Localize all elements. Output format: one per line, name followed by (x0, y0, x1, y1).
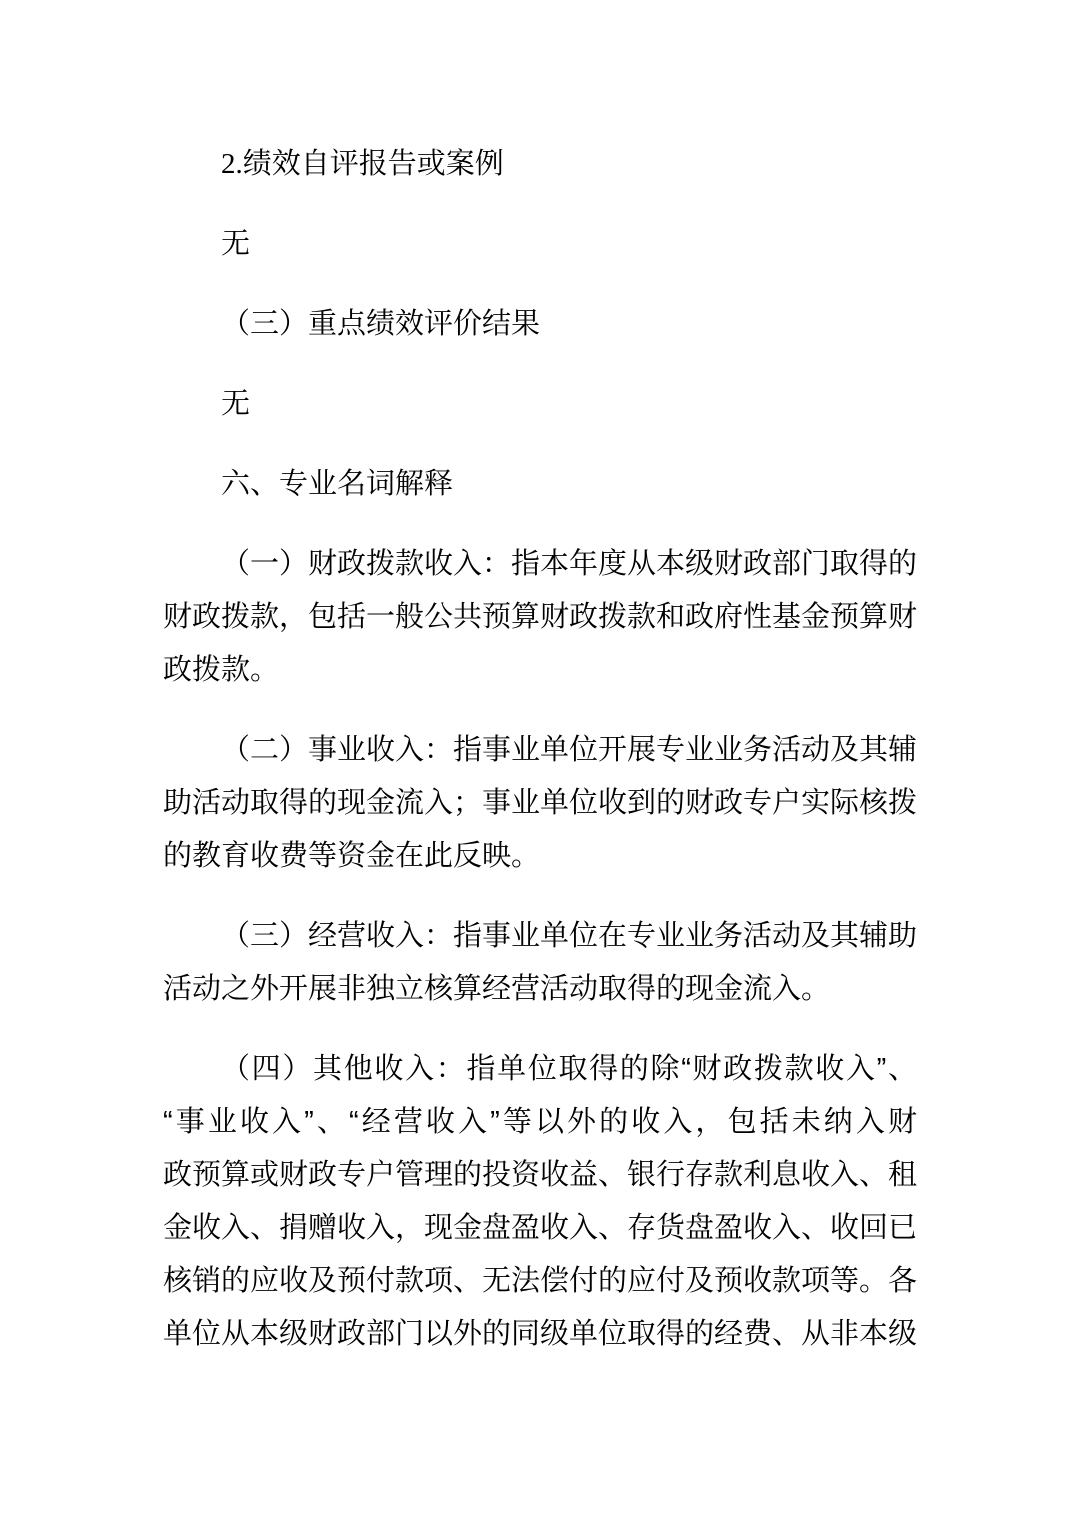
paragraph-operating-income (163, 910, 917, 1016)
section-heading-glossary (163, 458, 917, 511)
heading-text: （三）重点绩效评价结果 (221, 308, 541, 340)
section-heading-self-eval-report (163, 138, 917, 191)
paragraph-line: 核销的应收及预付款项、无法偿付的应付及预收款项等。各 (163, 1265, 918, 1297)
none-text: 无 (221, 228, 251, 260)
paragraph-line: 财政拨款，包括一般公共预算财政拨款和政府性基金预算财 (163, 601, 918, 633)
section-heading-key-performance-result (163, 298, 917, 351)
heading-line (163, 138, 917, 191)
paragraph-program-income (163, 724, 917, 883)
self-eval-none-value (163, 218, 917, 271)
paragraph-other-income (163, 1043, 917, 1361)
heading-number: 2. (221, 148, 243, 180)
heading-text: 绩效自评报告或案例 (242, 148, 504, 180)
paragraph-fiscal-appropriation-income (163, 538, 917, 697)
paragraph-line: 政拨款。 (163, 654, 280, 686)
paragraph-line: （四）其他收入：指单位取得的除“财政拨款收入”、 (221, 1053, 917, 1085)
paragraph-line: “事业收入”、“经营收入”等以外的收入，包括未纳入财 (163, 1106, 917, 1138)
none-text: 无 (221, 388, 251, 420)
paragraph-line: （三）经营收入：指事业单位在专业业务活动及其辅助 (221, 920, 918, 952)
paragraph-line: 的教育收费等资金在此反映。 (163, 840, 541, 872)
paragraph-line: 单位从本级财政部门以外的同级单位取得的经费、从非本级 (163, 1318, 918, 1350)
paragraph-line: （二）事业收入：指事业单位开展专业业务活动及其辅 (221, 734, 918, 766)
paragraph-line: 助活动取得的现金流入；事业单位收到的财政专户实际核拨 (163, 787, 918, 819)
paragraph-line: 政预算或财政专户管理的投资收益、银行存款利息收入、租 (163, 1159, 918, 1191)
paragraph-line: 活动之外开展非独立核算经营活动取得的现金流入。 (163, 973, 831, 1005)
document-body (163, 138, 917, 1388)
heading-text: 六、专业名词解释 (221, 468, 454, 500)
paragraph-line: （一）财政拨款收入：指本年度从本级财政部门取得的 (221, 548, 918, 580)
key-eval-none-value (163, 378, 917, 431)
paragraph-line: 金收入、捐赠收入，现金盘盈收入、存货盘盈收入、收回已 (163, 1212, 918, 1244)
